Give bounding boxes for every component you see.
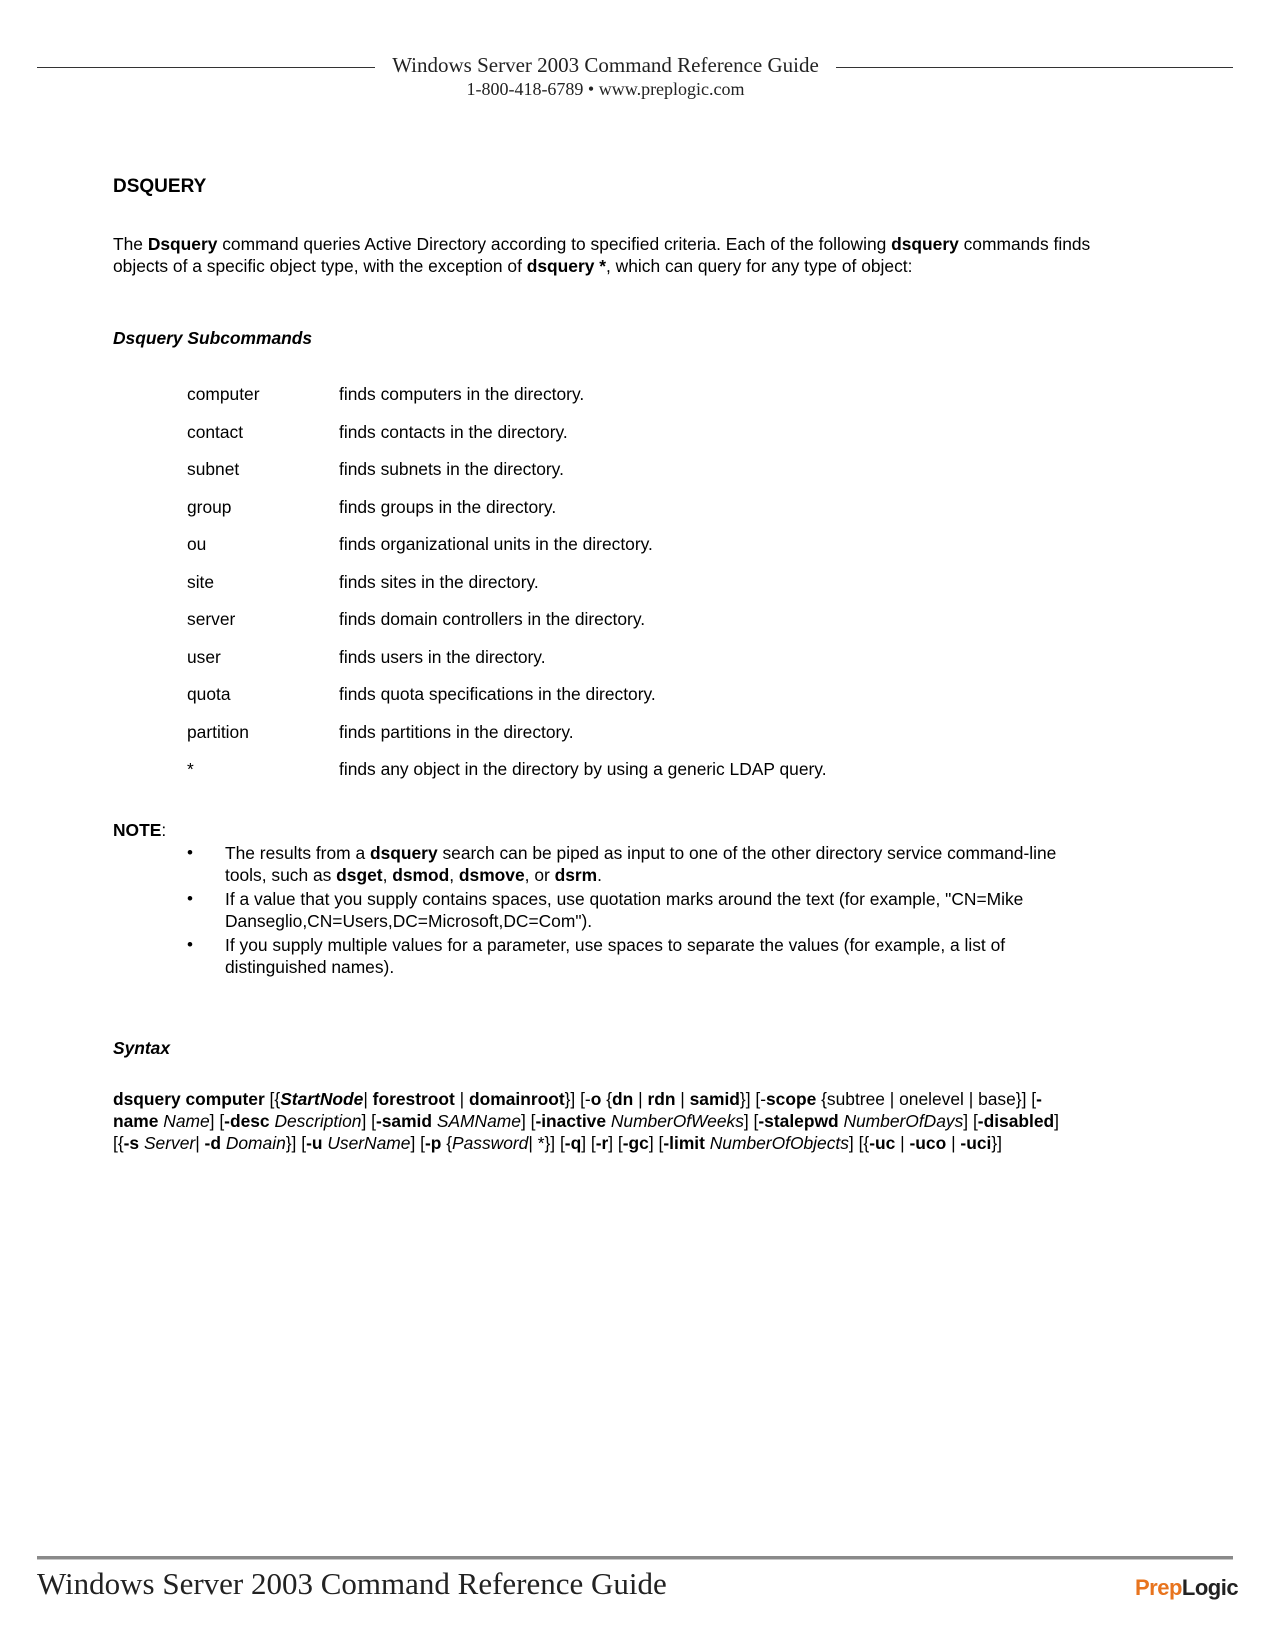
syntax-segment: Password: [452, 1133, 529, 1153]
syntax-segment: ] [: [361, 1111, 376, 1131]
subcommand-desc: finds groups in the directory.: [339, 496, 557, 517]
subcommand-desc: finds partitions in the directory.: [339, 721, 574, 742]
syntax-segment: rdn: [647, 1089, 676, 1109]
syntax-segment: o: [590, 1089, 602, 1109]
note-label: [113, 820, 166, 841]
syntax-segment: UserName: [327, 1133, 411, 1153]
intro-text-1: The: [113, 234, 148, 254]
preplogic-logo: [1135, 1575, 1238, 1601]
syntax-segment: -uco: [909, 1133, 947, 1153]
syntax-segment: }] [-: [564, 1089, 591, 1109]
syntax-segment: NumberOfWeeks: [610, 1111, 744, 1131]
note1-bold-dsget: dsget: [336, 865, 383, 885]
header-title: Windows Server 2003 Command Reference Guide: [392, 53, 819, 77]
intro-text-3: commands finds objects of a specific object type, with the exception of: [113, 234, 1091, 276]
syntax-segment: samid: [689, 1089, 740, 1109]
syntax-segment: dn: [612, 1089, 634, 1109]
syntax-segment: ] [: [963, 1111, 978, 1131]
footer-title: Windows Server 2003 Command Reference Guide: [37, 1566, 667, 1601]
syntax-segment: {: [601, 1089, 612, 1109]
syntax-segment: |: [454, 1089, 469, 1109]
subcommand-name: contact: [187, 421, 244, 442]
intro-text-4: , which can query for any type of object:: [606, 256, 913, 276]
logo-logic: Logic: [1181, 1575, 1239, 1600]
note1-sep-3: , or: [524, 865, 555, 885]
syntax-segment: -s: [123, 1133, 140, 1153]
subcommand-desc: finds users in the directory.: [339, 646, 546, 667]
syntax-segment: }] [-: [739, 1089, 767, 1109]
note-item: [187, 888, 1087, 932]
syntax-segment: Server: [143, 1133, 196, 1153]
subcommands-heading: Dsquery Subcommands: [113, 328, 313, 348]
note3-text: If you supply multiple values for a parameter, use spaces to separate the values (for example, a list of distinguished names).: [225, 935, 1006, 977]
syntax-segment: ] [: [410, 1133, 425, 1153]
subcommand-desc: finds subnets in the directory.: [339, 459, 564, 479]
syntax-segment: |: [675, 1089, 690, 1109]
note2-text: If a value that you supply contains spaces, use quotation marks around the text (for example, "CN=Mike Danseglio,CN=Users,DC=Microsoft,DC=Com").: [225, 889, 1024, 931]
footer-rule: [37, 1556, 1233, 1560]
subcommand-name: computer: [187, 384, 260, 404]
syntax-segment: -p: [424, 1133, 442, 1153]
subcommand-name: partition: [187, 721, 249, 742]
syntax-segment: |: [195, 1133, 205, 1153]
syntax-segment: -disabled: [977, 1111, 1055, 1131]
header-rule-right: [836, 67, 1233, 68]
syntax-segment: dsquery computer: [113, 1089, 265, 1109]
note-item: [187, 934, 1087, 978]
intro-bold-dsquery-star: dsquery *: [526, 256, 607, 276]
syntax-segment: }] [: [285, 1133, 307, 1153]
syntax-segment: ] [: [581, 1133, 596, 1153]
syntax-segment: -stalepwd: [758, 1111, 839, 1131]
note1-bold-dsrm: dsrm: [554, 865, 598, 885]
note1-end: .: [597, 865, 602, 885]
subcommand-name: server: [187, 609, 236, 629]
subcommand-name: quota: [187, 684, 231, 704]
syntax-segment: -limit: [663, 1133, 705, 1153]
syntax-segment: Name: [163, 1111, 210, 1131]
subcommand-desc: finds quota specifications in the directory.: [339, 684, 656, 704]
note1-bold-dsmod: dsmod: [392, 865, 450, 885]
subcommand-name: site: [187, 571, 215, 592]
syntax-segment: ] [: [520, 1111, 536, 1131]
subcommand-name: subnet: [187, 459, 240, 479]
header-rule-left: [37, 67, 375, 68]
subcommand-desc: finds contacts in the directory.: [339, 421, 568, 442]
syntax-segment: NumberOfObjects: [709, 1133, 849, 1153]
syntax-segment: ] [{: [848, 1133, 870, 1153]
subcommand-desc: finds any object in the directory by using a generic LDAP query.: [339, 759, 827, 779]
subcommand-desc: finds sites in the directory.: [339, 571, 539, 592]
note1-text-2: search can be piped as input to one of the other directory service command-line tools, such as: [225, 843, 1057, 885]
subcommand-name: ou: [187, 534, 207, 554]
syntax-segment: -u: [306, 1133, 323, 1153]
syntax-segment: | *}] [: [528, 1133, 565, 1153]
syntax-segment: -inactive: [535, 1111, 606, 1131]
subcommand-desc: finds domain controllers in the directory.: [339, 609, 646, 629]
subcommand-desc: finds computers in the directory.: [339, 384, 585, 404]
subcommand-name: *: [187, 759, 194, 779]
intro-bold-dsquery: Dsquery: [147, 234, 218, 254]
subcommand-name: group: [187, 496, 232, 517]
bullet-icon: •: [187, 843, 193, 862]
syntax-segment: [{: [264, 1089, 281, 1109]
syntax-segment: -q: [564, 1133, 582, 1153]
syntax-segment: |: [363, 1089, 373, 1109]
note1-sep-2: ,: [449, 865, 459, 885]
syntax-segment: }]: [991, 1133, 1002, 1153]
syntax-segment: |: [895, 1133, 910, 1153]
syntax-segment: domainroot: [468, 1089, 565, 1109]
syntax-segment: -name: [113, 1089, 1042, 1131]
syntax-segment: {: [441, 1133, 452, 1153]
syntax-segment: Domain: [225, 1133, 286, 1153]
intro-bold-dsquery-2: dsquery: [891, 234, 959, 254]
syntax-segment: -desc: [224, 1111, 270, 1131]
section-title: DSQUERY: [113, 176, 207, 197]
note-colon: :: [161, 820, 167, 840]
syntax-block: [113, 1088, 1073, 1154]
header-contact: 1-800-418-6789 • www.preplogic.com: [466, 79, 745, 99]
syntax-segment: scope: [766, 1089, 817, 1109]
syntax-segment: -uci: [960, 1133, 992, 1153]
note1-bold-dsmove: dsmove: [458, 865, 525, 885]
subcommand-desc: finds organizational units in the directory.: [339, 534, 653, 554]
note1-text-1: The results from a: [225, 843, 370, 863]
note-label-text: NOTE: [113, 820, 162, 840]
syntax-segment: -r: [595, 1133, 609, 1153]
note-list: [187, 842, 1087, 980]
syntax-heading: Syntax: [113, 1038, 171, 1058]
syntax-segment: SAMName: [436, 1111, 521, 1131]
syntax-segment: |: [633, 1089, 648, 1109]
syntax-segment: ] [: [743, 1111, 759, 1131]
intro-text-2: command queries Active Directory according to specified criteria. Each of the following: [217, 234, 892, 254]
syntax-segment: -gc: [622, 1133, 649, 1153]
note1-sep-1: ,: [382, 865, 393, 885]
syntax-segment: ] [{: [113, 1111, 1059, 1153]
syntax-segment: Description: [274, 1111, 362, 1131]
logo-prep: Prep: [1135, 1575, 1182, 1600]
syntax-segment: {subtree | onelevel | base}] [: [816, 1089, 1037, 1109]
syntax-segment: NumberOfDays: [843, 1111, 964, 1131]
syntax-segment: ] [: [608, 1133, 623, 1153]
note1-bold-dsquery: dsquery: [369, 843, 438, 863]
syntax-segment: -uc: [869, 1133, 896, 1153]
syntax-segment: StartNode: [280, 1089, 364, 1109]
bullet-icon: •: [187, 889, 193, 908]
syntax-segment: -d: [204, 1133, 221, 1153]
syntax-segment: ] [: [648, 1133, 664, 1153]
subcommand-name: user: [187, 646, 221, 667]
note-item: [187, 842, 1087, 886]
syntax-segment: ] [: [209, 1111, 225, 1131]
bullet-icon: •: [187, 935, 193, 954]
intro-paragraph: [113, 233, 1113, 277]
syntax-segment: |: [946, 1133, 961, 1153]
syntax-segment: forestroot: [372, 1089, 455, 1109]
syntax-segment: -samid: [375, 1111, 433, 1131]
